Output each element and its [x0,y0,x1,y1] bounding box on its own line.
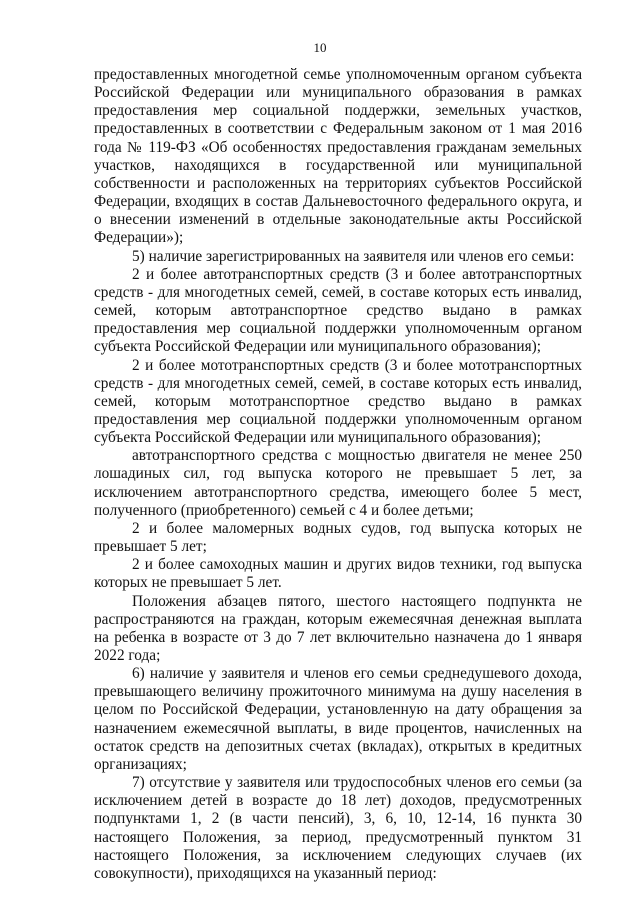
paragraph: 2 и более маломерных водных судов, год выпуска которых не превышает 5 лет; [94,519,582,556]
paragraph: Положения абзацев пятого, шестого настоящего подпункта не распространяются на граждан, которым ежемесячная денежная выплата на ребенка в возрасте от 3 до 7 лет включительно назначена до 1 января 2022 года; [94,592,582,664]
paragraph: предоставленных многодетной семье уполномоченным органом субъекта Российской Федерации или муниципального образования в рамках предоставления мер социальной поддержки, земельных участков, предоставленных в соответствии с Федеральным законом от 1 мая 2016 года № 119-ФЗ «Об особенностях предоставления гражданам земельных участков, находящихся в государственной или муниципальной собственности и расположенных на территориях субъектов Российской Федерации, входящих в состав Дальневосточного федерального округа, и о внесении изменений в отдельные законодательные акты Российской Федерации»); [94,66,582,247]
document-body [94,66,582,883]
paragraph: 5) наличие зарегистрированных на заявителя или членов его семьи: [132,247,575,265]
paragraph: 2 и более мототранспортных средств (3 и более мототранспортных средств - для многодетных семей, семей, в составе которых есть инвалид, семей, которым мототранспортное средство выдано в рамках предоставления мер социальной поддержки уполномоченным органом субъекта Российской Федерации или муниципального образования); [94,356,582,447]
paragraph: 2 и более автотранспортных средств (3 и более автотранспортных средств - для многодетных семей, семей, в составе которых есть инвалид, семей, которым автотранспортное средство выдано в рамках предоставления мер социальной поддержки уполномоченным органом субъекта Российской Федерации или муниципального образования); [94,265,582,356]
paragraph: 7) отсутствие у заявителя или трудоспособных членов его семьи (за исключением детей в возрасте до 18 лет) доходов, предусмотренных подпунктами 1, 2 (в части пенсий), 3, 6, 10, 12-14, 16 пункта 30 настоящего Положения, за период, предусмотренный пунктом 31 настоящего Положения, за исключением следующих случаев (их совокупности), приходящихся на указанный период: [94,774,582,882]
paragraph: автотранспортного средства с мощностью двигателя не менее 250 лошадиных сил, год выпуска которого не превышает 5 лет, за исключением автотранспортного средства, имеющего более 5 мест, полученного (приобретенного) семьей с 4 и более детьми; [94,447,582,519]
paragraph: 6) наличие у заявителя и членов его семьи среднедушевого дохода, превышающего величину прожиточного минимума на душу населения в целом по Российской Федерации, установленную на дату обращения за назначением ежемесячной выплаты, в виде процентов, начисленных на остаток средств на депозитных счетах (вкладах), открытых в кредитных организациях; [94,665,582,773]
paragraph: 2 и более самоходных машин и других видов техники, год выпуска которых не превышает 5 лет. [94,556,582,592]
page-number: 10 [313,40,327,55]
